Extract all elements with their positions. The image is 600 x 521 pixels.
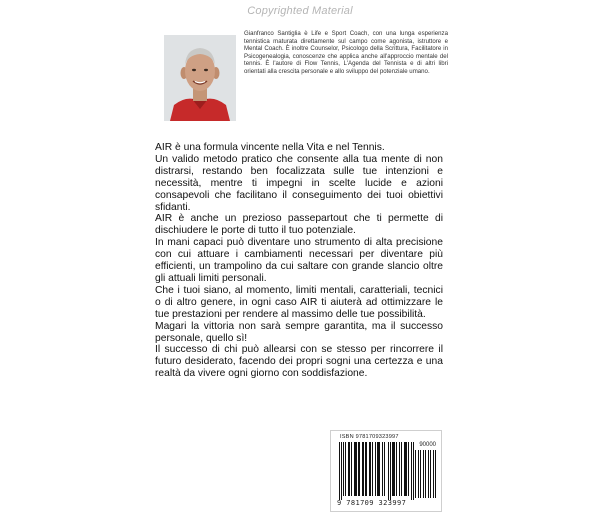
description-paragraph: In mani capaci può diventare uno strumento di alta precisione con cui attuare i cambiamenti necessari per diventare più efficienti, un trampolino da cui saltare con grande slancio oltre gli attuali limiti personali. bbox=[155, 237, 443, 284]
author-bio: Gianfranco Santiglia è Life e Sport Coach, con una lunga esperienza tennistica maturata direttamente sul campo come agonista, istruttore e Mental Coach. È inoltre Counselor, Psicologo della Scrittura, Facilitatore in Psicogenealogia, conoscenze che applica anche all'approccio mentale del tennis. È l'autore di Flow Tennis, L'Agenda del Tennista e di altri libri orientati alla crescita personale e allo sviluppo del potenziale umano. bbox=[244, 30, 448, 75]
description-paragraph: Il successo di chi può allearsi con se stesso per rincorrere il futuro desiderato, facendo dei propri sogni una certezza e una realtà da vivere ogni giorno con soddisfazione. bbox=[155, 344, 443, 380]
description-paragraph: Un valido metodo pratico che consente alla tua mente di non distrarsi, restando ben focalizzata sulle tue intenzioni e necessità, mentre ti impegni in scelte lucide e azioni consapevoli che facilitano il conseguimento dei tuoi obiettivi sfidanti. bbox=[155, 153, 443, 213]
author-portrait-icon bbox=[164, 35, 236, 121]
description-paragraph: Che i tuoi siano, al momento, limiti mentali, caratteriali, tecnici o di altro genere, in ogni caso AIR ti aiuterà ad ottimizzare le tue prestazioni per rendere al massimo delle tue possibilità. bbox=[155, 284, 443, 320]
copyright-watermark: Copyrighted Material bbox=[247, 5, 353, 17]
barcode-icon bbox=[339, 442, 437, 500]
isbn-label: ISBN 9781709323997 bbox=[340, 434, 399, 440]
description-paragraph: Magari la vittoria non sarà sempre garantita, ma il successo personale, quello sì! bbox=[155, 320, 443, 344]
price-code: 90000 bbox=[419, 442, 436, 448]
description-paragraph: AIR è anche un prezioso passepartout che ti permette di dischiudere le porte di tutto il tuo potenziale. bbox=[155, 213, 443, 237]
barcode-area bbox=[330, 430, 442, 512]
barcode-digits: 9 781709 323997 bbox=[337, 499, 407, 507]
description-paragraph: AIR è una formula vincente nella Vita e nel Tennis. bbox=[155, 142, 385, 153]
book-description bbox=[155, 142, 443, 380]
